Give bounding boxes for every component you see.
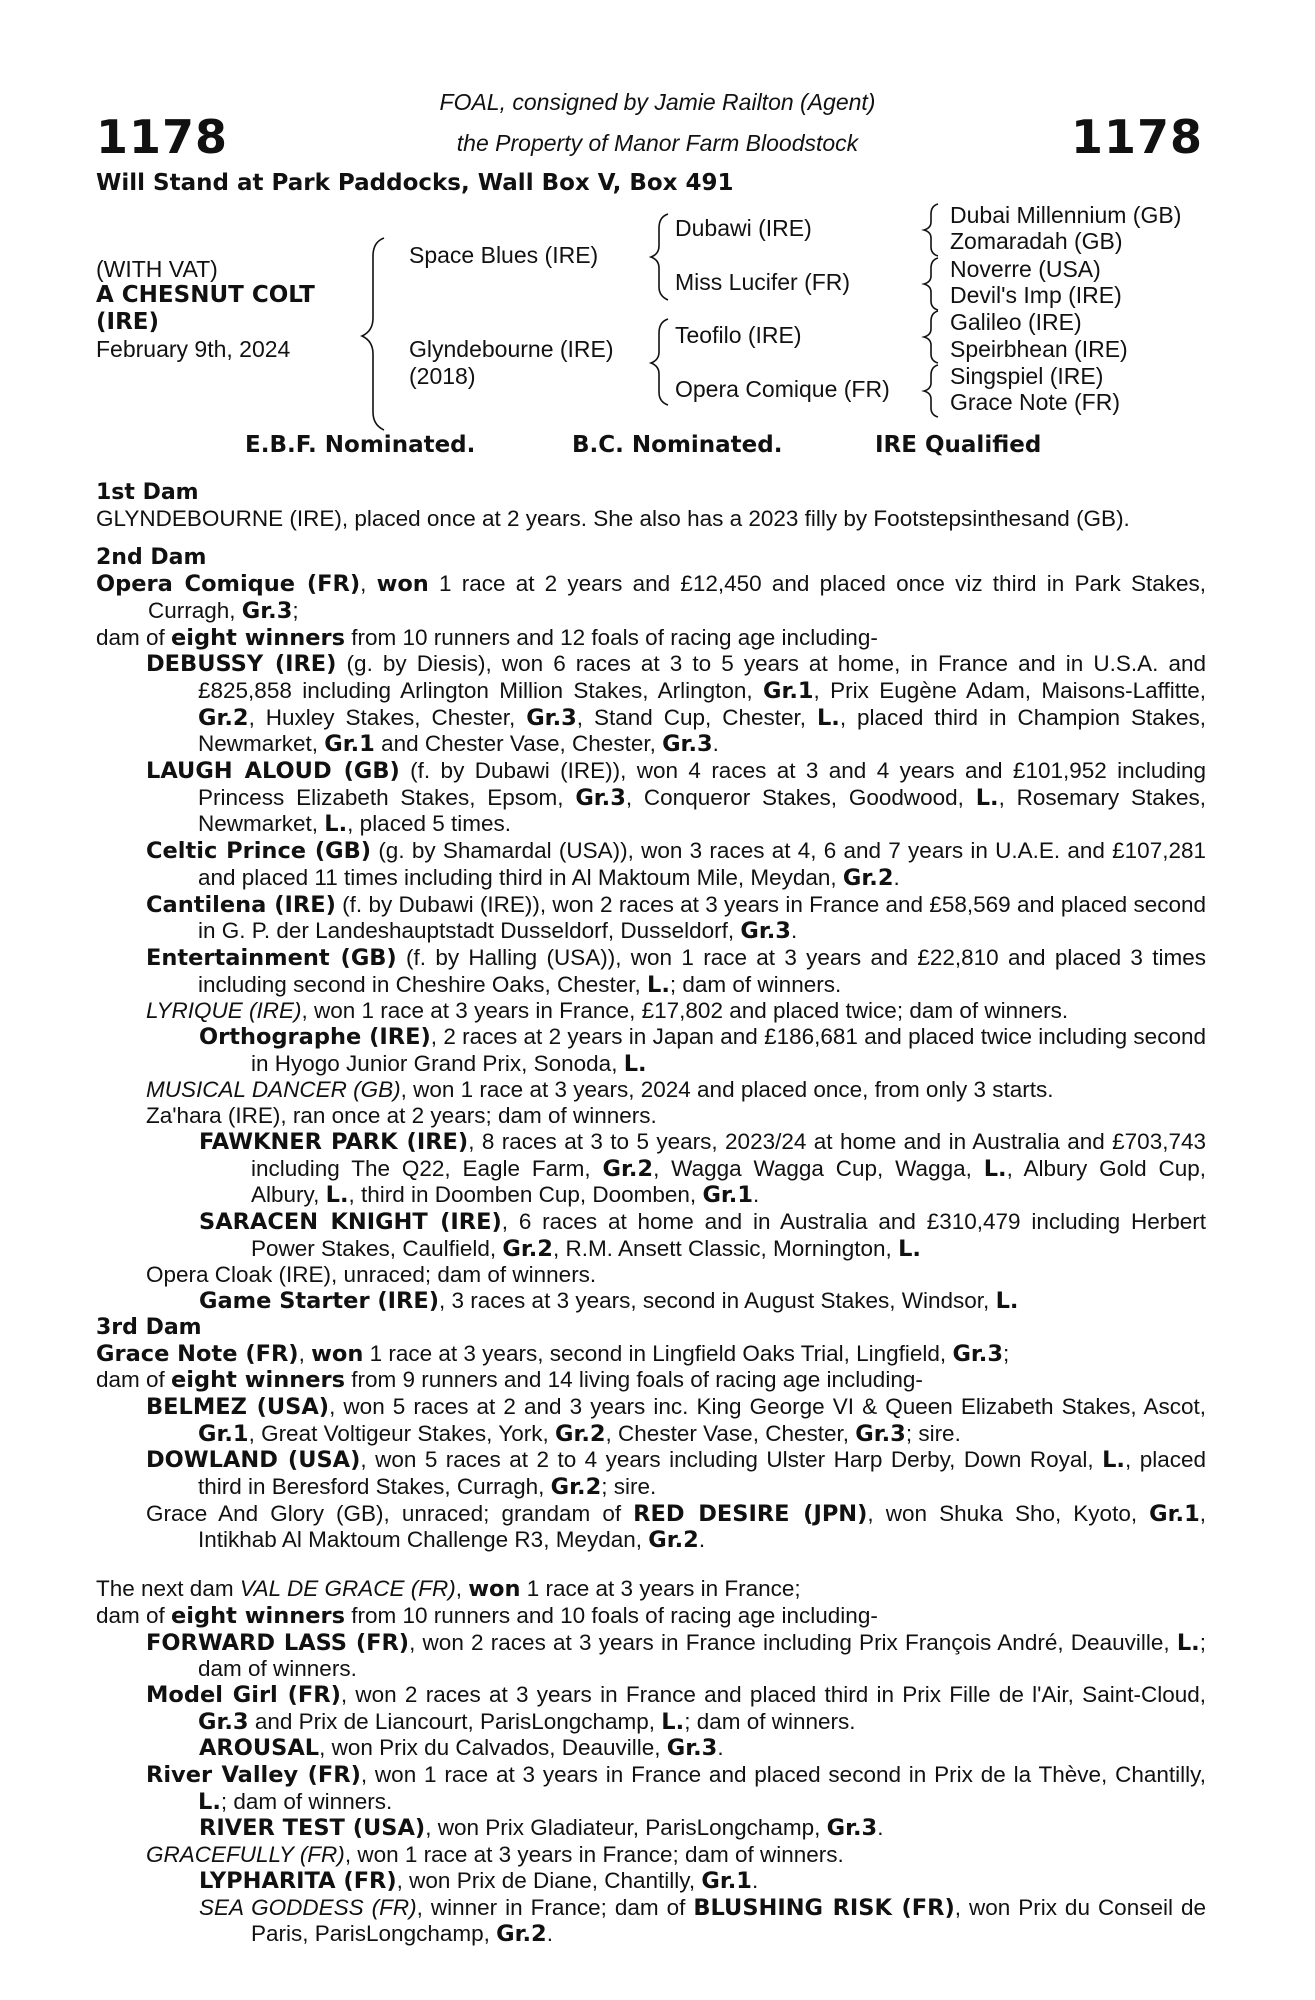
produce-entertainment: Entertainment (GB) (f. by Halling (USA)), won 1 race at 3 years and £22,810 and placed 3 times including second in Cheshire Oaks, Chester, L.; dam of winners.: [146, 944, 1206, 998]
produce-grace-and-glory: Grace And Glory (GB), unraced; grandam of RED DESIRE (JPN), won Shuka Sho, Kyoto, Gr.1, Intikhab Al Maktoum Challenge R3, Meydan, Gr.2.: [146, 1500, 1206, 1554]
produce-laugh-aloud: LAUGH ALOUD (GB) (f. by Dubawi (IRE)), won 4 races at 3 and 4 years and £101,952 including Princess Elizabeth Stakes, Epsom, Gr.3, Conqueror Stakes, Goodwood, L., Rosemary Stakes, Newmarket, L., placed 5 times.: [146, 758, 1206, 838]
consignment-line2: the Property of Manor Farm Bloodstock: [456, 130, 859, 156]
produce-opera-cloak: Opera Cloak (IRE), unraced; dam of winners.: [146, 1262, 597, 1288]
pedigree-gen3-2: Zomaradah (GB): [950, 228, 1123, 254]
third-dam-heading: 3rd Dam: [96, 1314, 202, 1340]
nomination-ebf: E.B.F. Nominated.: [245, 432, 476, 458]
second-dam-record: Opera Comique (FR), won 1 race at 2 years and £12,450 and placed once viz third in Park Stakes, Curragh, Gr.3;: [96, 571, 1206, 624]
third-dam-produce-intro: dam of eight winners from 9 runners and 14 living foals of racing age including-: [96, 1367, 923, 1394]
catalogue-body: [96, 480, 1206, 1948]
produce-model-girl: Model Girl (FR), won 2 races at 3 years in France and placed third in Prix Fille de l'Air, Saint-Cloud, Gr.3 and Prix de Liancourt, ParisLongchamp, L.; dam of winners.: [146, 1681, 1206, 1735]
next-dam-produce-intro: dam of eight winners from 10 runners and 10 foals of racing age including-: [96, 1602, 878, 1629]
first-dam-heading: 1st Dam: [96, 480, 199, 505]
produce-lypharita: LYPHARITA (FR), won Prix de Diane, Chantilly, Gr.1.: [199, 1867, 759, 1894]
pedigree-gen3-6: Speirbhean (IRE): [950, 336, 1128, 362]
second-dam-produce-intro: dam of eight winners from 10 runners and 12 foals of racing age including-: [96, 624, 878, 651]
stand-location: Will Stand at Park Paddocks, Wall Box V, Box 491: [96, 170, 734, 196]
produce-fawkner-park: FAWKNER PARK (IRE), 8 races at 3 to 5 years, 2023/24 at home and in Australia and £703,743 including The Q22, Eagle Farm, Gr.2, Wagga Wagga Cup, Wagga, L., Albury Gold Cup, Albury, L., third in Doomben Cup, Doomben, Gr.1.: [199, 1128, 1206, 1209]
produce-cantilena: Cantilena (IRE) (f. by Dubawi (IRE)), won 2 races at 3 years in France and £58,569 and placed second in G. P. der Landeshauptstadt Dusseldorf, Dusseldorf, Gr.3.: [146, 891, 1206, 945]
produce-river-valley: River Valley (FR), won 1 race at 3 years in France and placed second in Prix de la Thève, Chantilly, L.; dam of winners.: [146, 1762, 1206, 1815]
nomination-ire: IRE Qualified: [875, 432, 1042, 458]
pedigree-gen3-7: Singspiel (IRE): [950, 363, 1104, 389]
produce-saracen-knight: SARACEN KNIGHT (IRE), 6 races at home and in Australia and £310,479 including Herbert Power Stakes, Caulfield, Gr.2, R.M. Ansett Classic, Mornington, L.: [199, 1208, 1207, 1262]
third-dam-record: Grace Note (FR), won 1 race at 3 years, second in Lingfield Oaks Trial, Lingfield, Gr.3;: [96, 1340, 1010, 1367]
produce-belmez: BELMEZ (USA), won 5 races at 2 and 3 years inc. King George VI & Queen Elizabeth Stakes, Ascot, Gr.1, Great Voltigeur Stakes, York, Gr.2, Chester Vase, Chester, Gr.3; sire.: [146, 1393, 1206, 1447]
subject-vat: (WITH VAT): [96, 256, 218, 282]
pedigree-dam-sire: Teofilo (IRE): [675, 322, 802, 348]
pedigree-sire-sire: Dubawi (IRE): [675, 215, 812, 241]
produce-debussy: DEBUSSY (IRE) (g. by Diesis), won 6 races at 3 to 5 years at home, in France and in U.S.A. and £825,858 including Arlington Million Stakes, Arlington, Gr.1, Prix Eugène Adam, Maisons-Laffitte, Gr.2, Huxley Stakes, Chester, Gr.3, Stand Cup, Chester, L., placed third in Champion Stakes, Newmarket, Gr.1 and Chester Vase, Chester, Gr.3.: [146, 651, 1207, 758]
pedigree-dam-year: (2018): [409, 363, 476, 389]
pedigree-dam: Glyndebourne (IRE): [409, 336, 614, 362]
pedigree-gen3-5: Galileo (IRE): [950, 309, 1082, 335]
nomination-bc: B.C. Nominated.: [572, 432, 783, 458]
produce-game-starter: Game Starter (IRE), 3 races at 3 years, second in August Stakes, Windsor, L.: [199, 1288, 1019, 1315]
produce-river-test: RIVER TEST (USA), won Prix Gladiateur, ParisLongchamp, Gr.3.: [199, 1815, 884, 1842]
produce-orthographe: Orthographe (IRE), 2 races at 2 years in Japan and £186,681 and placed twice including second in Hyogo Junior Grand Prix, Sonoda, L.: [199, 1024, 1206, 1077]
pedigree-gen3-3: Noverre (USA): [950, 256, 1101, 282]
pedigree-gen3-8: Grace Note (FR): [950, 389, 1120, 415]
next-dam-record: The next dam VAL DE GRACE (FR), won 1 race at 3 years in France;: [96, 1576, 801, 1603]
produce-forward-lass: FORWARD LASS (FR), won 2 races at 3 years in France including Prix François André, Deauville, L.; dam of winners.: [146, 1629, 1206, 1682]
subject-description-2: (IRE): [96, 309, 160, 335]
produce-dowland: DOWLAND (USA), won 5 races at 2 to 4 years including Ulster Harp Derby, Down Royal, L., placed third in Beresford Stakes, Curragh, Gr.2; sire.: [146, 1447, 1206, 1501]
subject-description: A CHESNUT COLT: [96, 282, 315, 308]
produce-sea-goddess: SEA GODDESS (FR), winner in France; dam of BLUSHING RISK (FR), won Prix du Conseil de Paris, ParisLongchamp, Gr.2.: [199, 1894, 1206, 1948]
pedigree-dam-dam: Opera Comique (FR): [675, 376, 890, 402]
subject-foaled: February 9th, 2024: [96, 336, 291, 362]
first-dam-text: GLYNDEBOURNE (IRE), placed once at 2 years. She also has a 2023 filly by Footstepsinthesand (GB).: [96, 505, 1130, 531]
produce-celtic-prince: Celtic Prince (GB) (g. by Shamardal (USA)), won 3 races at 4, 6 and 7 years in U.A.E. and £107,281 and placed 11 times including third in Al Maktoum Mile, Meydan, Gr.2.: [146, 838, 1206, 891]
produce-musical-dancer: MUSICAL DANCER (GB), won 1 race at 3 years, 2024 and placed once, from only 3 starts.: [146, 1077, 1054, 1103]
pedigree-sire: Space Blues (IRE): [409, 242, 599, 268]
lot-number-left: 1178: [96, 110, 229, 164]
produce-arousal: AROUSAL, won Prix du Calvados, Deauville, Gr.3.: [199, 1735, 724, 1762]
second-dam-heading: 2nd Dam: [96, 545, 207, 571]
pedigree-gen3-1: Dubai Millennium (GB): [950, 202, 1182, 228]
pedigree-gen3-4: Devil's Imp (IRE): [950, 282, 1122, 308]
pedigree-sire-dam: Miss Lucifer (FR): [675, 269, 851, 295]
produce-zahara: Za'hara (IRE), ran once at 2 years; dam of winners.: [146, 1103, 657, 1129]
produce-gracefully: GRACEFULLY (FR), won 1 race at 3 years in France; dam of winners.: [146, 1842, 844, 1868]
consignment-line1: FOAL, consigned by Jamie Railton (Agent): [439, 89, 876, 115]
produce-lyrique: LYRIQUE (IRE), won 1 race at 3 years in France, £17,802 and placed twice; dam of winners.: [146, 998, 1069, 1024]
lot-number-right: 1178: [1070, 110, 1203, 164]
